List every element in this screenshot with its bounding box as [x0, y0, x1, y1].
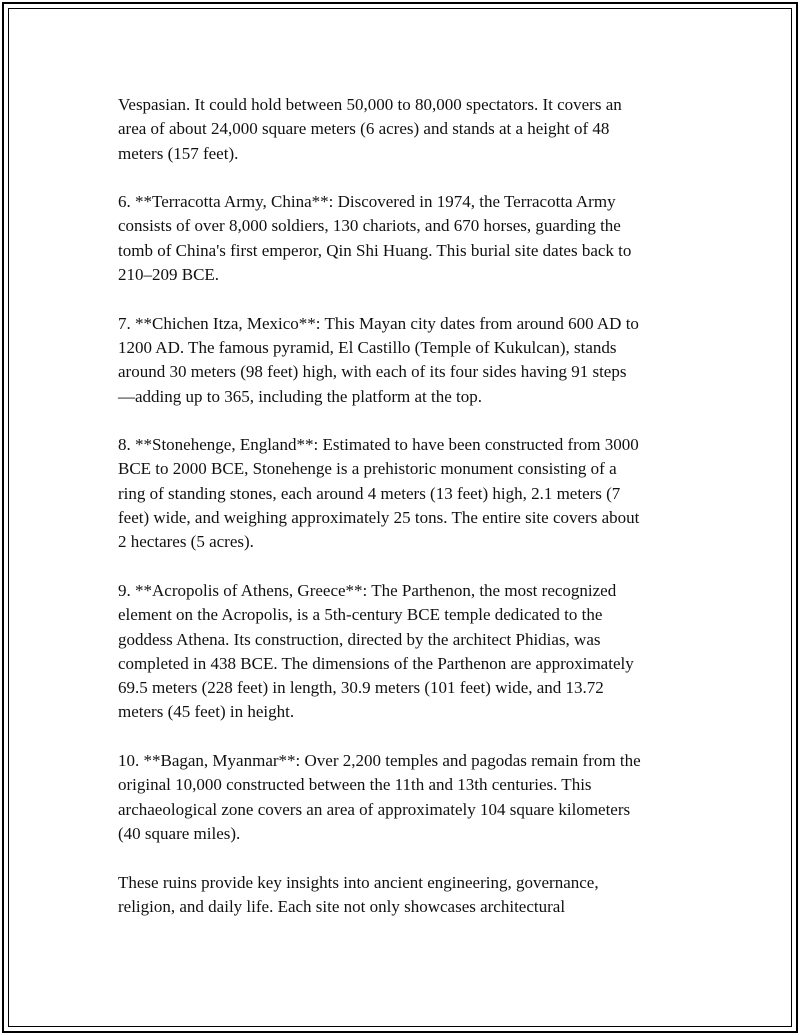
paragraph-terracotta-army: 6. **Terracotta Army, China**: Discovered in 1974, the Terracotta Army consists of over 8,000 soldiers, 130 chariots, and 670 horses, guarding the tomb of China's first emperor, Qin Shi Huang. This burial site dates back to 210–209 BCE. — [118, 192, 632, 285]
paragraph-conclusion: These ruins provide key insights into ancient engineering, governance, religion, and daily life. Each site not only showcases architectural — [118, 872, 599, 916]
paragraph-acropolis: 9. **Acropolis of Athens, Greece**: The Parthenon, the most recognized element on the Acropolis, is a 5th-century BCE temple dedicated to the goddess Athena. Its construction, directed by the architect Phidias, was completed in 438 BCE. The dimensions of the Parthenon are approximately 69.5 meters (228 feet) in length, 30.9 meters (101 feet) wide, and 13.72 meters (45 feet) in height. — [118, 580, 634, 722]
paragraph-colosseum-continued: Vespasian. It could hold between 50,000 to 80,000 spectators. It covers an area of about 24,000 square meters (6 acres) and stands at a height of 48 meters (157 feet). — [118, 95, 622, 163]
document-body — [118, 93, 688, 943]
paragraph-chichen-itza: 7. **Chichen Itza, Mexico**: This Mayan city dates from around 600 AD to 1200 AD. The famous pyramid, El Castillo (Temple of Kukulcan), stands around 30 meters (98 feet) high, with each of its four sides having 91 steps —adding up to 365, including the platform at the top. — [118, 313, 639, 406]
paragraph-bagan: 10. **Bagan, Myanmar**: Over 2,200 temples and pagodas remain from the original 10,000 constructed between the 11th and 13th centuries. This archaeological zone covers an area of approximately 104 square kilometers (40 square miles). — [118, 751, 641, 843]
paragraph-stonehenge: 8. **Stonehenge, England**: Estimated to have been constructed from 3000 BCE to 2000 BCE, Stonehenge is a prehistoric monument consisting of a ring of standing stones, each around 4 meters (13 feet) high, 2.1 meters (7 feet) wide, and weighing approximately 25 tons. The entire site covers about 2 hectares (5 acres). — [118, 435, 640, 552]
